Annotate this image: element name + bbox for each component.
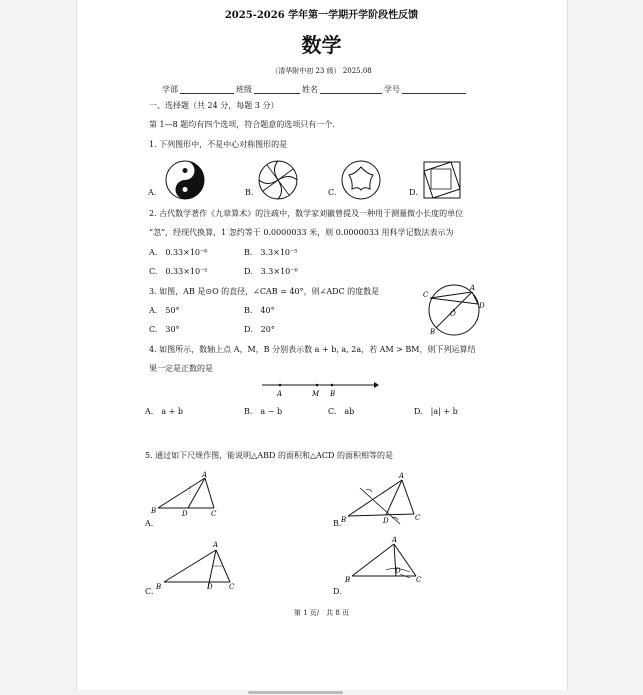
q5-option-b[interactable]: B.: [333, 519, 342, 528]
q2-stem-line2: “忽”，经现代换算，1 忽约等于 0.0000033 米，则 0.0000033 用科学记数法表示为: [149, 228, 454, 237]
q5-stem: 5. 通过如下尺规作图，能说明△ABD 的面积和△ACD 的面积相等的是: [145, 451, 393, 460]
q5d-label-b: B: [345, 576, 351, 584]
q3-label-o: O: [450, 310, 456, 318]
section-instruction: 第 1—8 题均有四个选项，符合题意的选项只有一个.: [149, 120, 335, 129]
q4-option-d[interactable]: D. |a| + b: [414, 407, 458, 416]
q2-stem-line1: 2. 古代数学著作《九章算术》的注疏中，数学家刘徽曾提及一种用于测量微小长度的单位: [149, 209, 464, 218]
q1-figure-c-pentagon-icon: [340, 159, 382, 201]
page-footer: 第 1 页/ 共 8 页: [293, 609, 350, 617]
q3-label-a: A: [470, 284, 476, 292]
q5-option-a[interactable]: A.: [145, 519, 154, 528]
q5-option-d[interactable]: D.: [333, 587, 342, 596]
exam-source: （清华附中初 23 级） 2025.08: [271, 67, 372, 75]
q5d-label-a: A: [392, 536, 398, 544]
q1-figure-b-pinwheel-icon: [257, 159, 299, 201]
q4-stem-line2: 果一定是正数的是: [149, 364, 213, 373]
q5b-label-a: A: [399, 472, 405, 480]
q1-option-b[interactable]: B.: [245, 188, 254, 197]
q5-option-c[interactable]: C.: [145, 587, 154, 596]
q4-axis-label-b: B: [330, 390, 336, 398]
q4-option-b[interactable]: B. a − b: [244, 407, 283, 416]
field-class-label: 班级: [236, 85, 252, 94]
q5d-label-c: C: [416, 576, 422, 584]
q5b-label-d: D: [383, 517, 389, 525]
q4-axis-label-a: A: [277, 390, 283, 398]
q2-option-a[interactable]: A. 0.33×10⁻⁶: [149, 248, 208, 257]
q3-label-b: B: [430, 328, 436, 336]
q1-option-c[interactable]: C.: [328, 188, 337, 197]
q5-figure-a: [150, 468, 240, 520]
field-name-label: 姓名: [302, 85, 318, 94]
q1-stem: 1. 下列图形中，不是中心对称图形的是: [149, 140, 288, 149]
field-name-blank[interactable]: [320, 93, 382, 94]
field-class-blank[interactable]: [254, 93, 300, 94]
q5c-label-b: B: [156, 583, 162, 591]
q5-figure-d: [340, 534, 430, 588]
field-id-blank[interactable]: [402, 93, 466, 94]
q5a-label-a: A: [202, 471, 208, 479]
section-heading: 一、选择题（共 24 分，每题 3 分）: [149, 101, 279, 110]
exam-title: 2025-2026 学年第一学期开学阶段性反馈: [224, 10, 419, 21]
q3-option-d[interactable]: D. 20°: [244, 325, 275, 334]
q4-stem-line1: 4. 如图所示，数轴上点 A，M，B 分别表示数 a + b, a, 2a，若 AM > BM，则下列运算结: [149, 345, 476, 354]
q5b-label-c: C: [415, 514, 421, 522]
q2-option-b[interactable]: B. 3.3×10⁻⁵: [244, 248, 298, 257]
q1-figure-a-yinyang-icon: [164, 159, 206, 201]
q5a-label-c: C: [211, 510, 217, 518]
q3-label-c: C: [423, 291, 429, 299]
q4-option-c[interactable]: C. ab: [328, 407, 355, 416]
q4-number-line: [260, 378, 380, 400]
q5b-label-b: B: [341, 516, 347, 524]
q4-option-a[interactable]: A. a + b: [145, 407, 183, 416]
q2-option-d[interactable]: D. 3.3×10⁻⁶: [244, 267, 298, 276]
q1-figure-d-square-icon: [421, 159, 463, 201]
q5c-label-d: D: [207, 583, 213, 591]
q5a-label-b: B: [151, 507, 157, 515]
field-id-label: 学号: [384, 85, 400, 94]
q1-option-d[interactable]: D.: [409, 188, 418, 197]
field-school-label: 学部: [162, 85, 178, 94]
q5-figure-b: [340, 468, 430, 526]
q1-option-a[interactable]: A.: [148, 188, 157, 197]
q5a-label-d: D: [182, 510, 188, 518]
field-school-blank[interactable]: [180, 93, 234, 94]
q3-label-d: D: [479, 302, 485, 310]
q3-option-c[interactable]: C. 30°: [149, 325, 180, 334]
q2-option-c[interactable]: C. 0.33×10⁻⁵: [149, 267, 208, 276]
q3-option-b[interactable]: B. 40°: [244, 306, 275, 315]
q3-stem: 3. 如图，AB 是⊙O 的直径，∠CAB = 40°，则∠ADC 的度数是: [149, 287, 380, 296]
q3-option-a[interactable]: A. 50°: [149, 306, 180, 315]
q5d-label-d: D: [395, 567, 401, 575]
q4-axis-label-m: M: [312, 390, 320, 398]
q3-circle-figure: [420, 280, 488, 338]
q5c-label-c: C: [229, 583, 235, 591]
q5c-label-a: A: [213, 541, 219, 549]
subject-title: 数学: [301, 33, 342, 57]
scrollbar[interactable]: [248, 691, 343, 694]
q5-figure-c: [150, 538, 240, 592]
